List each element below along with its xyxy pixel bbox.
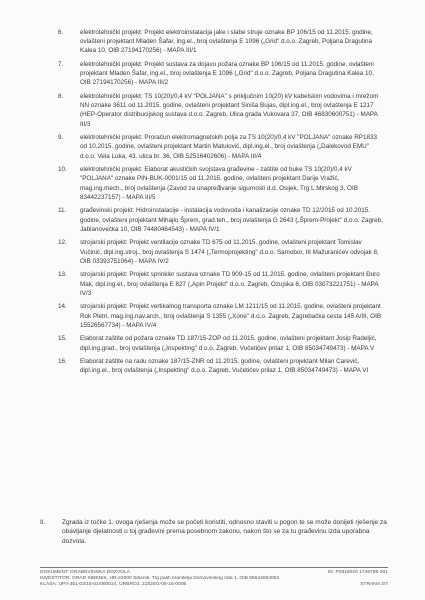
item-number: 7.	[58, 61, 64, 68]
item-text: Elaborat zaštite od požara oznake TD 187/15-ZOP od 11.2015. godine, ovlašteni projektant Josip Radeljić, dipl.ing.grad., broj ovlaštenja („Inspekting" d.o.o. Zagreb, Vučetićev prilaz 1, OIB 85034749473) - MAPA V	[80, 335, 377, 352]
list-item	[58, 206, 383, 234]
item-text: elektrotehnički projekt: Proračun elektromagnetskih polja za TS 10(20)/0,4 kV "POLJANA" oznake RP1833 od 10.2015. godine, ovlašteni projektant Martin Matulović, dipl.ing.el., broj ovlaštenja („Dalekovod EMU" d.o.o. Vela Luka, 43. ulica br. 36, OIB 52516402606) - MAPA III/4	[80, 134, 377, 160]
list-item	[58, 165, 383, 202]
list-item	[58, 92, 383, 129]
clause-text: Zgrada iz točke 1. ovoga rješenja može se početi koristiti, odnosno staviti u pogon te se može donijeti rješenje za obavljanje djelatnosti u toj građevini prema posebnom zakonu, nakon što se za tu građevinu izda uporabna dozvola.	[62, 519, 387, 545]
project-list	[58, 28, 383, 380]
footer-klasa: KLASA: UP/I-361-03/16-01/000024, URBROJ: 2182/01-08-16-0006	[40, 582, 187, 588]
footer-document: DOKUMENT: GRAĐEVINSKA DOZVOLA	[40, 570, 130, 575]
footer-investor: INVESTITOR: GRAD ŠIBENIK, HR-22000 Šibenik, Trg palih branitelja Domovinskog rata 1, OIB 55644094063	[40, 576, 280, 582]
item-text: elektrotehnički projekt: Projekt sustava za dojavu požara oznake BP 106/15 od 11.2015. godine, ovlašteni projektant Mladen Šafar, ing.el., broj ovlaštenja E 1096 („Grid" d.o.o. Zagreb, Poljana Dragutina Kalea 10, OIB 27194170256) - MAPA III/2	[80, 61, 374, 87]
item-text: strojarski projekt: Projekt sprinkler sustava oznake TD 909-15 od 11.2015. godine, ovlašteni projektant Đuro Mak, dipl.ing.el., broj ovlaštenja E 827 („Apin Projekt" d.o.o. Zagreb, Ozujska 8, OIB 03073221751) - MAPA IV/3	[80, 271, 380, 297]
item-number: 11.	[58, 207, 67, 215]
item-text: Elaborat zaštite na radu oznake 187/15-ZNR od 11.2015. godine, ovlašteni projektant Milan Carević, dipl.ing.el., broj ovlaštenja („Inspekting" d.o.o. Zagreb, Vučetićev prilaz 1, OIB 85034749473) - MAPA VI	[80, 358, 369, 375]
list-item	[58, 270, 383, 298]
list-item	[58, 133, 383, 161]
footer-doc-id: ID: P2816020 1746795-201	[327, 570, 388, 575]
list-item	[58, 60, 383, 88]
item-text: elektrotehnički projekt: TS 10(20)/0,4 kV "POLJANA" s priključnim 10(20) kV kabelskim vodovima i mrežom NN oznake 3611 od 11.2015. godine, ovlašteni projektant Siniša Bujas, dipl.ing.el., broj ovlaštenja E 1217 (HEP-Operator distribucijskog sustava d.o.o. Zagreb, Ulica grada Vukovara 37, OIB 46830600751) - MAPA III/3	[80, 93, 379, 128]
item-number: 14.	[58, 303, 67, 311]
item-text: elektrotehnički projekt: Elaborat akustičkih svojstava građevine - zaštite od buke TS 10(20)/0,4 kV "POLJANA" oznake PIN-BUK-0001/15 od 11.2015. godine, ovlašteni projektant Darije Vražić, mag.ing.mech., broj ovlaštenja (Zavod za unapređivanje sigurnosti d.d. Osijek, Trg L.Mirskog 3, OIB 83442237157) - MAPA III/5	[80, 166, 358, 201]
item-number: 16.	[58, 358, 67, 366]
footer-page-number: STRANA 2/7	[360, 582, 388, 588]
item-number: 15.	[58, 335, 67, 343]
item-number: 6.	[58, 29, 64, 36]
item-number: 8.	[58, 93, 64, 100]
item-text: strojarski projekt: Projekt ventilacije oznake TD 675 od 11.2015. godine, ovlašteni projektant Tomislav Vučinić, dipl.ing.stroj., broj ovlaštenja S 1474 („Termoprojekting" d.o.o. Samobor, III Mažuranićev odvojak 8, OIB 03393751064) - MAPA IV/2	[80, 239, 379, 265]
footer	[40, 570, 388, 589]
footer-divider	[40, 567, 388, 568]
list-item	[58, 302, 383, 330]
item-number: 12.	[58, 239, 67, 247]
item-text: građevinski projekt: Hidroinstalacije - instalacija vodovoda i kanalizacije oznake TD 12/2015 od 10.2015. godine, ovlašteni projektant Mihajlo Šprem, grad.teh., broj ovlaštenja G 2643 („Šprem-Projekt" d.o.o. Zagreb, Jablanovečka 10, OIB 74480464543) - MAPA IV/1	[80, 207, 383, 233]
list-item	[58, 357, 383, 375]
item-number: 13.	[58, 271, 67, 279]
item-text: elektrotehnički projekt: Projekt elektroinstalacija jake i slabe struje oznake BP 106/15 od 11.2015. godine, ovlašteni projektant Mladen Šafar, ing.el., broj ovlaštenja E 1096 („Grid" d.o.o. Zagreb, Poljana Dragutina Kalea 10, OIB 27194170256) - MAPA III/1	[80, 29, 373, 55]
item-number: 10.	[58, 166, 67, 174]
list-item	[58, 238, 383, 266]
list-item	[58, 334, 383, 352]
item-number: 9.	[58, 134, 64, 142]
item-text: strojarski projekt: Projekt vertikalnog transporta oznake LM 1211/15 od 11.2015. godine, ovlašteni projektant Rok Pletri, mag.ing.nav.arch., broj ovlaštenja S 1355 („Xone" d.o.o. Zagreb, Zagrebačka cesta 145 A/III, OIB 15526567734) - MAPA IV/4	[80, 303, 382, 329]
list-item	[58, 28, 383, 56]
clause-number: II.	[40, 519, 46, 526]
clause-ii	[40, 518, 388, 546]
